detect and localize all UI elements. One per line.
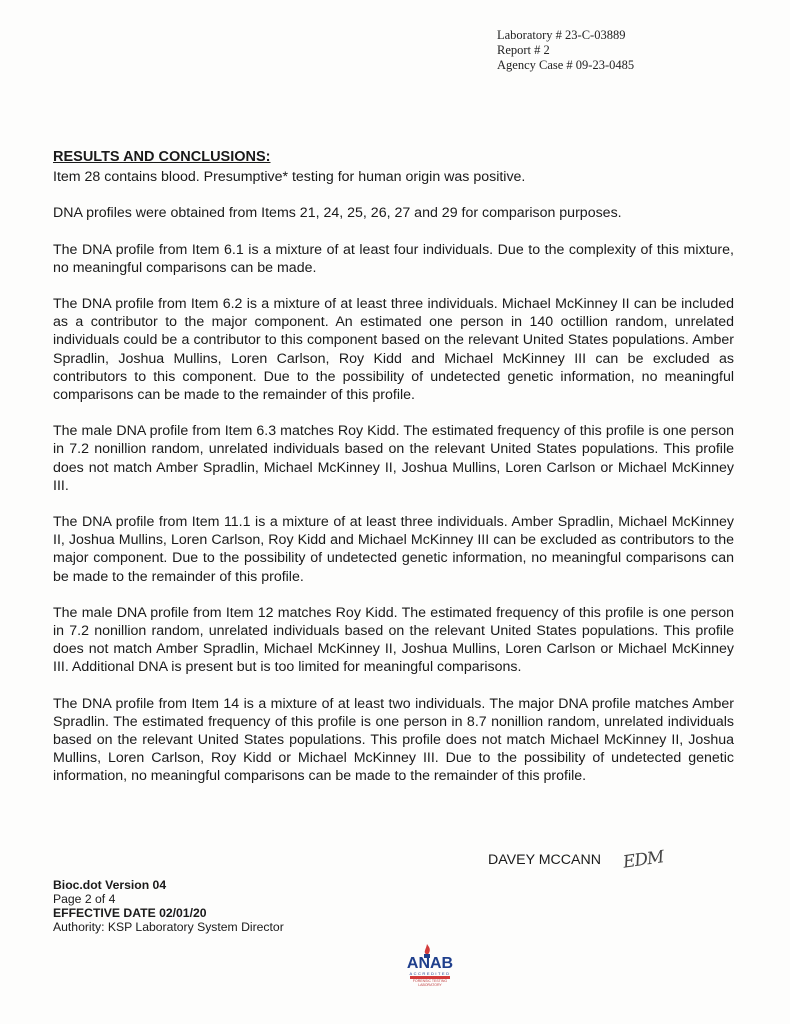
results-section (53, 148, 734, 804)
document-footer (53, 878, 284, 934)
section-heading: RESULTS AND CONCLUSIONS: (53, 149, 271, 165)
paragraph-item-12: The male DNA profile from Item 12 matches Roy Kidd. The estimated frequency of this profile is one person in 7.2 nonillion random, unrelated individuals based on the relevant United States populations. This profile does not match Amber Spradlin, Michael McKinney II, Joshua Mullins, Loren Carlson or Michael McKinney III. Additional DNA is present but is too limited for meaningful comparisons. (53, 604, 734, 676)
authority: Authority: KSP Laboratory System Director (53, 920, 284, 934)
signature-block (488, 847, 665, 873)
laboratory-number: Laboratory # 23-C-03889 (497, 28, 626, 42)
report-header (497, 28, 634, 73)
page-number: Page 2 of 4 (53, 892, 116, 906)
anab-logo (396, 944, 464, 986)
report-number: Report # 2 (497, 43, 550, 57)
paragraph-item-6-1: The DNA profile from Item 6.1 is a mixture of at least four individuals. Due to the complexity of this mixture, no meaningful comparisons can be made. (53, 241, 734, 276)
logo-accredited: ACCREDITED (409, 971, 451, 976)
document-version: Bioc.dot Version 04 (53, 878, 167, 892)
paragraph-comparison-items: DNA profiles were obtained from Items 21, 24, 25, 26, 27 and 29 for comparison purposes. (53, 205, 622, 222)
paragraph-item-11-1: The DNA profile from Item 11.1 is a mixture of at least three individuals. Amber Spradlin, Michael McKinney II, Joshua Mullins, Loren Carlson, Roy Kidd and Michael McKinney III can be excluded as contributors to the major component. Due to the possibility of undetected genetic information, no meaningful comparisons can be made to the remainder of this profile. (53, 514, 734, 585)
paragraph-item-14: The DNA profile from Item 14 is a mixture of at least two individuals. The major DNA profile matches Amber Spradlin. The estimated frequency of this profile is one person in 8.7 nonillion random, unrelated individuals based on the relevant United States populations. This profile does not match Michael McKinney II, Joshua Mullins, Loren Carlson, Roy Kidd or Michael McKinney III. Due to the possibility of undetected genetic information, no meaningful comparisons can be made to the remainder of this profile. (53, 695, 734, 785)
paragraph-item-6-2: The DNA profile from Item 6.2 is a mixture of at least three individuals. Michael McKinney II can be included as a contributor to the major component. An estimated one person in 140 octillion random, unrelated individuals could be a contributor to this component based on the relevant United States populations. Amber Spradlin, Joshua Mullins, Loren Carlson, Roy Kidd and Michael McKinney III can be excluded as contributors to this component. Due to the possibility of undetected genetic information, no meaningful comparisons can be made to the remainder of this profile. (53, 296, 734, 404)
paragraph-item-6-3: The male DNA profile from Item 6.3 matches Roy Kidd. The estimated frequency of this profile is one person in 7.2 nonillion random, unrelated individuals based on the relevant United States populations. This profile does not match Amber Spradlin, Michael McKinney II, Joshua Mullins, Loren Carlson or Michael McKinney III. (53, 423, 734, 494)
logo-text: ANAB (406, 955, 454, 972)
logo-subtitle: FORENSIC TESTING LABORATORY (412, 979, 448, 987)
agency-case-number: Agency Case # 09-23-0485 (497, 58, 635, 72)
handwritten-initials: EDM (621, 847, 665, 873)
effective-date: EFFECTIVE DATE 02/01/20 (53, 906, 207, 920)
analyst-name: DAVEY MCCANN (488, 852, 601, 868)
paragraph-item-28: Item 28 contains blood. Presumptive* testing for human origin was positive. (53, 169, 526, 186)
